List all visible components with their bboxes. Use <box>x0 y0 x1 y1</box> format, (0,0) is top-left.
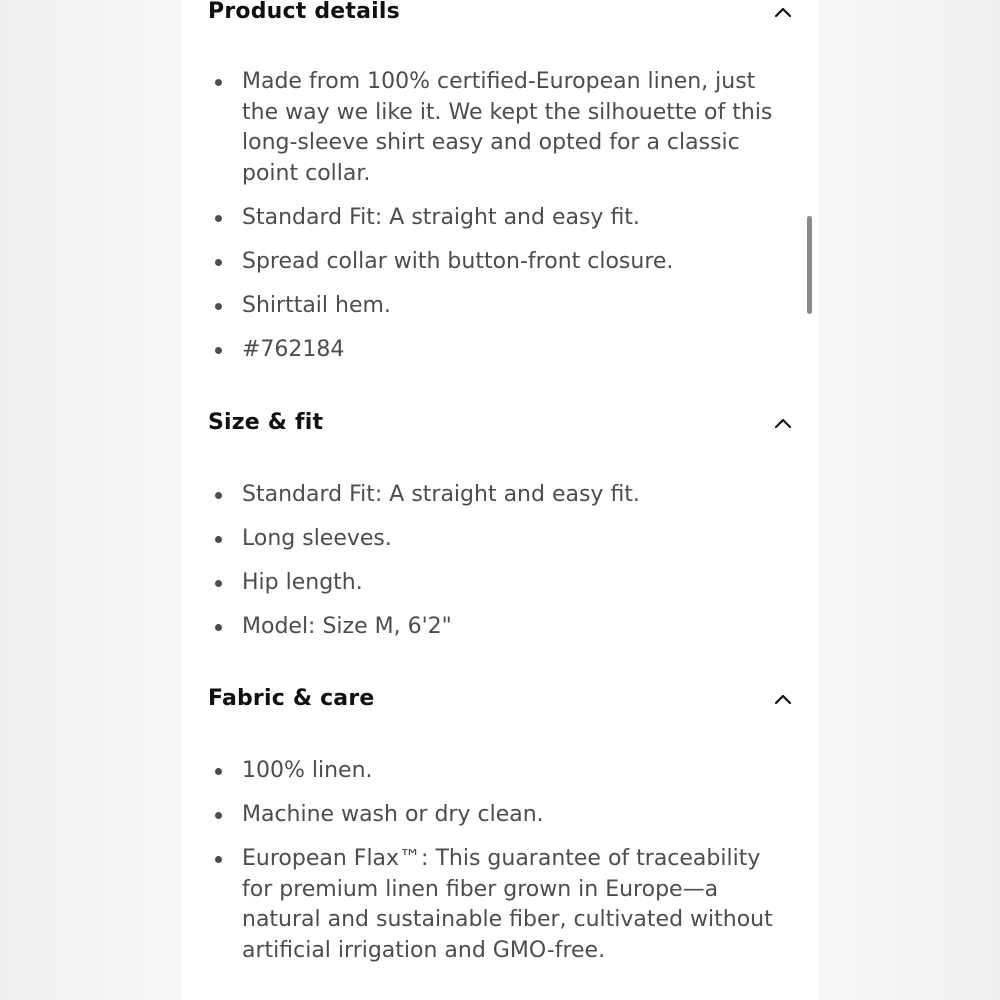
bullet-icon <box>215 215 222 222</box>
chevron-up-icon[interactable] <box>768 684 798 714</box>
list-item: Shirttail hem. <box>208 291 788 322</box>
product-details-header[interactable] <box>208 0 798 37</box>
size-fit-header[interactable] <box>208 408 798 448</box>
fabric-care-list <box>208 756 788 980</box>
chevron-up-icon[interactable] <box>768 0 798 27</box>
list-item: Hip length. <box>208 568 788 599</box>
bullet-icon <box>215 79 222 86</box>
list-item: 100% linen. <box>208 756 788 787</box>
bullet-icon <box>215 303 222 310</box>
scrollbar-thumb[interactable] <box>807 216 812 314</box>
bullet-icon <box>215 536 222 543</box>
list-item: European Flax™: This guarantee of traceability for premium linen fiber grown in Europe—a natural and sustainable fiber, cultivated without artificial irrigation and GMO-free. <box>208 844 788 966</box>
list-item: Standard Fit: A straight and easy fit. <box>208 480 788 511</box>
section-title: Size & fit <box>208 410 324 435</box>
product-info-panel <box>182 0 818 1000</box>
bullet-icon <box>215 259 222 266</box>
product-details-list <box>208 67 788 379</box>
bullet-icon <box>215 768 222 775</box>
bullet-icon <box>215 580 222 587</box>
section-title: Fabric & care <box>208 686 375 711</box>
list-item: Made from 100% certified-European linen, just the way we like it. We kept the silhouette of this long-sleeve shirt easy and opted for a classic point collar. <box>208 67 788 189</box>
list-item: Machine wash or dry clean. <box>208 800 788 831</box>
section-title: Product details <box>208 0 400 24</box>
chevron-up-icon[interactable] <box>768 408 798 438</box>
bullet-icon <box>215 347 222 354</box>
size-fit-list <box>208 480 788 656</box>
bullet-icon <box>215 856 222 863</box>
fabric-care-header[interactable] <box>208 684 798 724</box>
bullet-icon <box>215 492 222 499</box>
list-item: Spread collar with button-front closure. <box>208 247 788 278</box>
list-item: #762184 <box>208 335 788 366</box>
list-item: Model: Size M, 6'2" <box>208 612 788 643</box>
bullet-icon <box>215 812 222 819</box>
bullet-icon <box>215 624 222 631</box>
list-item: Long sleeves. <box>208 524 788 555</box>
list-item: Standard Fit: A straight and easy fit. <box>208 203 788 234</box>
